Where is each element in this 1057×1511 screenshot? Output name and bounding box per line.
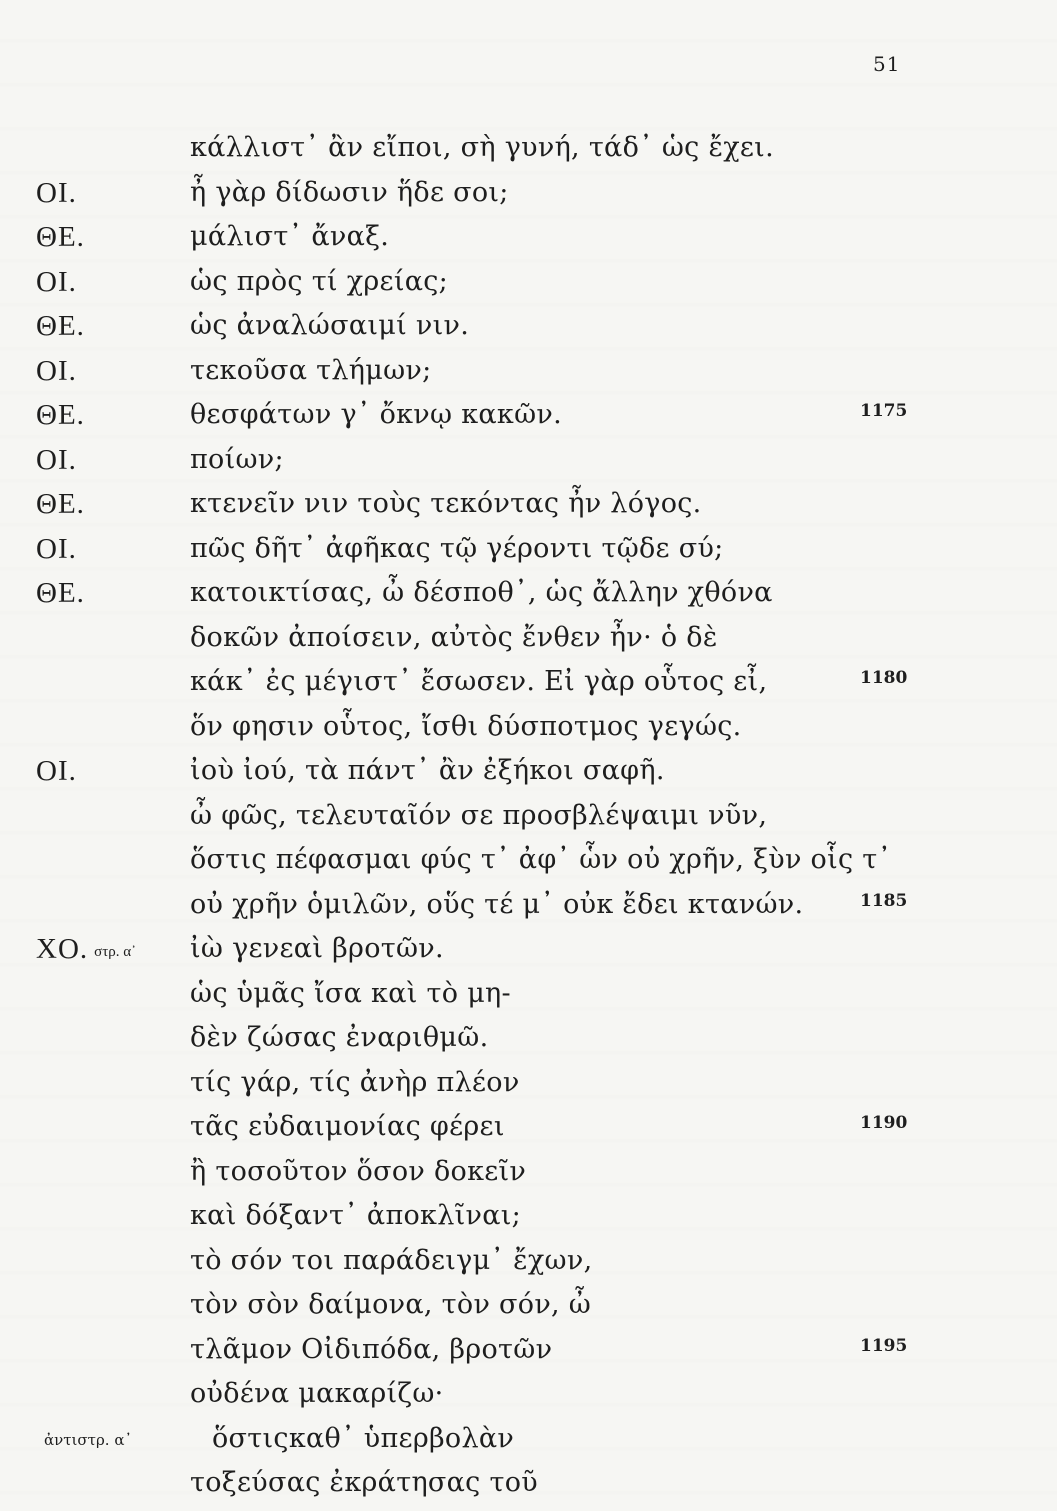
speaker-name: ΟΙ. xyxy=(36,176,77,209)
verse-line xyxy=(0,488,1057,532)
speaker-label xyxy=(36,533,77,566)
verse-text: τλᾶμον Οἰδιπόδα, βροτῶν xyxy=(190,1333,553,1365)
speaker-label xyxy=(36,355,77,388)
verse-line xyxy=(0,310,1057,354)
speaker-name: ΘΕ. xyxy=(36,488,85,520)
verse-text: οὐδένα μακαρίζω· xyxy=(190,1378,444,1409)
verse-line xyxy=(0,1334,1057,1378)
verse-text: τοξεύσας ἐκράτησας τοῦ xyxy=(190,1467,538,1498)
verse-text: ἰὼ γενεαὶ βροτῶν. xyxy=(190,933,444,964)
verse-text: κάλλιστ᾽ ἂν εἴποι, σὴ γυνή, τάδ᾽ ὡς ἔχει. xyxy=(190,132,774,163)
line-number: 1190 xyxy=(860,1113,908,1133)
verse-line xyxy=(0,889,1057,933)
speaker-name: ΘΕ. xyxy=(36,221,85,253)
verse-text: ποίων; xyxy=(190,443,284,475)
speaker-name: ΟΙ. xyxy=(36,755,77,787)
verse-text: ὅστις πέφασμαι φύς τ᾽ ἀφ᾽ ὧν οὐ χρῆν, ξὺν οἷς τ᾽ xyxy=(190,844,892,875)
verse-text: τὸ σόν τοι παράδειγμ᾽ ἔχων, xyxy=(190,1244,593,1276)
verse-line xyxy=(0,978,1057,1022)
verse-line xyxy=(0,1467,1057,1511)
verse-line xyxy=(0,266,1057,310)
line-number: 1180 xyxy=(860,668,908,688)
verse-line xyxy=(0,1245,1057,1289)
speaker-label xyxy=(36,488,85,521)
page-number: 51 xyxy=(873,52,901,76)
line-number: 1195 xyxy=(860,1335,908,1356)
verse-text: δοκῶν ἀποίσειν, αὐτὸς ἔνθεν ἦν· ὁ δὲ xyxy=(190,621,718,653)
verse-line xyxy=(0,132,1057,176)
verse-line xyxy=(0,1022,1057,1066)
verse-line xyxy=(0,844,1057,888)
verse-line xyxy=(0,577,1057,621)
line-number: 1185 xyxy=(860,890,908,911)
verse-line xyxy=(0,800,1057,844)
speaker-label xyxy=(36,933,136,966)
speaker-label xyxy=(36,266,77,299)
verse-text: ὅν φησιν οὗτος, ἴσθι δύσποτμος γεγώς. xyxy=(190,710,742,742)
verse-text: ὡς πρὸς τί χρείας; xyxy=(190,265,449,297)
speaker-name: ΧΟ. xyxy=(36,933,89,965)
strophe-marker: ἀντιστρ. α᾽ xyxy=(44,1430,132,1449)
verse-line xyxy=(0,933,1057,977)
strophe-marker: στρ. α᾽ xyxy=(94,944,137,960)
verse-text: θεσφάτων γ᾽ ὄκνῳ κακῶν. xyxy=(190,399,563,430)
verse-line xyxy=(0,221,1057,265)
verse-text: ὡς ἀναλώσαιμί νιν. xyxy=(190,310,470,341)
verse-text: μάλιστ᾽ ἄναξ. xyxy=(190,221,390,252)
verse-text: τίς γάρ, τίς ἀνὴρ πλέον xyxy=(190,1066,520,1098)
verse-text: ἦ γὰρ δίδωσιν ἥδε σοι; xyxy=(190,176,509,208)
verse-line xyxy=(0,1200,1057,1244)
speaker-name: ΟΙ. xyxy=(36,443,77,476)
speaker-label xyxy=(36,399,85,432)
verse-line xyxy=(0,1111,1057,1155)
speaker-label xyxy=(36,177,77,210)
verse-line xyxy=(0,444,1057,488)
speaker-name: ΘΕ. xyxy=(36,577,85,609)
speaker-name: ΟΙ. xyxy=(36,354,77,387)
speaker-label xyxy=(36,577,85,610)
speaker-name: ΘΕ. xyxy=(36,310,85,342)
verse-text: ἢ τοσοῦτον ὅσον δοκεῖν xyxy=(190,1155,527,1187)
speaker-label xyxy=(36,755,77,788)
verse-line xyxy=(0,533,1057,577)
verse-text: οὐ χρῆν ὁμιλῶν, οὕς τέ μ᾽ οὐκ ἔδει κτανών. xyxy=(190,888,804,920)
verse-text: τᾶς εὐδαιμονίας φέρει xyxy=(190,1111,505,1142)
verse-line xyxy=(0,1289,1057,1333)
verse-text: ὦ φῶς, τελευταῖόν σε προσβλέψαιμι νῦν, xyxy=(190,799,768,831)
verse-text: δὲν ζώσας ἐναριθμῶ. xyxy=(190,1022,489,1053)
verse-line xyxy=(0,1156,1057,1200)
verse-line xyxy=(0,1378,1057,1422)
speaker-label xyxy=(36,444,77,477)
verse-text: κατοικτίσας, ὦ δέσποθ᾽, ὡς ἄλλην χθόνα xyxy=(190,577,773,608)
verse-line xyxy=(0,399,1057,443)
verse-text: πῶς δῆτ᾽ ἀφῆκας τῷ γέροντι τῷδε σύ; xyxy=(190,532,724,564)
verse-text: τεκοῦσα τλήμων; xyxy=(190,354,432,386)
verse-text: ἰοὺ ἰού, τὰ πάντ᾽ ἂν ἐξήκοι σαφῆ. xyxy=(190,755,665,786)
verse-line xyxy=(0,711,1057,755)
verse-line xyxy=(0,622,1057,666)
verse-line xyxy=(0,1423,1057,1467)
verse-text: κτενεῖν νιν τοὺς τεκόντας ἦν λόγος. xyxy=(190,488,702,519)
verse-text: κάκ᾽ ἐς μέγιστ᾽ ἔσωσεν. Εἰ γὰρ οὗτος εἶ, xyxy=(190,666,768,697)
line-number: 1175 xyxy=(860,401,908,421)
verse-line xyxy=(0,755,1057,799)
speaker-name: ΘΕ. xyxy=(36,399,85,431)
speaker-name: ΟΙ. xyxy=(36,532,77,565)
verse-line xyxy=(0,1067,1057,1111)
speaker-label xyxy=(36,310,85,343)
verse-text: ὅστιςκαθ᾽ ὑπερβολὰν xyxy=(212,1422,515,1454)
verse-text: τὸν σὸν δαίμονα, τὸν σόν, ὦ xyxy=(190,1289,592,1320)
verse-line xyxy=(0,666,1057,710)
verse-text: ὡς ὑμᾶς ἴσα καὶ τὸ μη- xyxy=(190,977,511,1009)
speaker-name: ΟΙ. xyxy=(36,265,77,298)
speaker-label xyxy=(36,221,85,254)
verse-text: καὶ δόξαντ᾽ ἀποκλῖναι; xyxy=(190,1200,522,1231)
verse-line xyxy=(0,355,1057,399)
verse-line xyxy=(0,177,1057,221)
